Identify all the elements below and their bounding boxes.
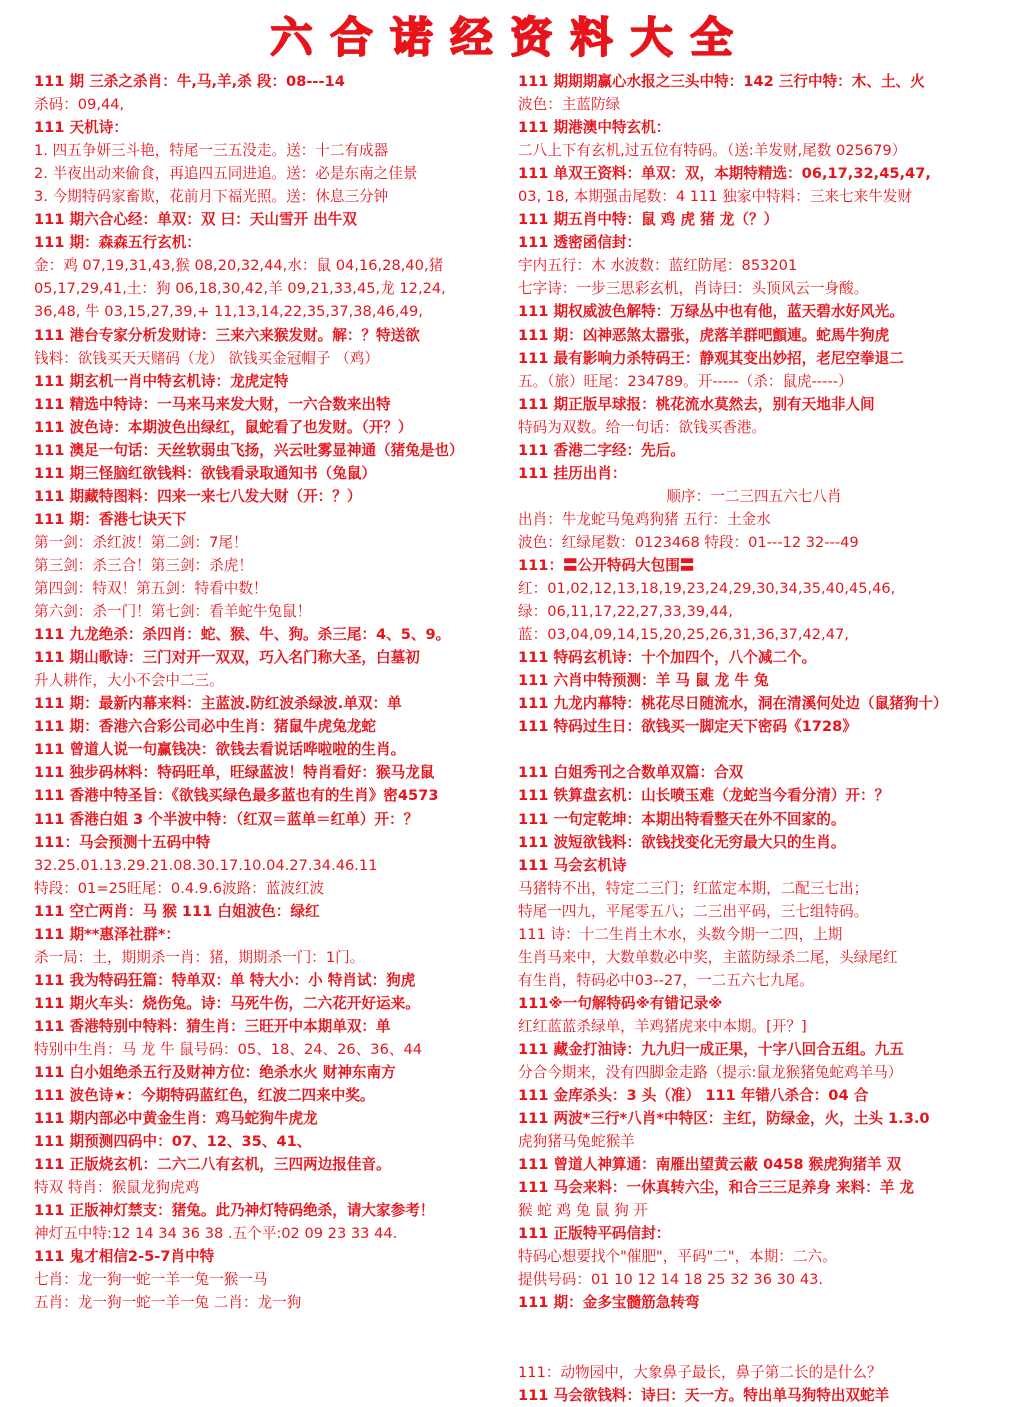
right-column-line: 111 挂历出肖： bbox=[518, 464, 627, 482]
right-column-line bbox=[518, 738, 990, 761]
right-column-line: 111 香港二字经：先后。 bbox=[518, 441, 685, 459]
right-column-line: 111 藏金打油诗：九九归一成正果，十字八回合五组。九五 bbox=[518, 1040, 904, 1058]
left-column-line: 111 正版烧玄机：二六二八有玄机，三四两边报佳音。 bbox=[34, 1156, 391, 1174]
left-column-line: 111 期：最新内幕来料：主蓝波.防红波杀绿波.单双：单 bbox=[34, 695, 402, 713]
right-column bbox=[518, 70, 990, 1404]
right-column-line: 二八上下有玄机,过五位有特码。（送:羊发财,尾数 025679） bbox=[518, 142, 907, 160]
right-column-line: 绿：06,11,17,22,27,33,39,44, bbox=[518, 603, 733, 621]
right-column-line: 111 波短欲钱料：欲钱找变化无穷最大只的生肖。 bbox=[518, 833, 846, 851]
right-column-line: 红红蓝蓝杀绿单，羊鸡猪虎来中本期。[开？] bbox=[518, 1017, 807, 1035]
left-column-line: 特别中生肖：马 龙 牛 鼠号码：05、18、24、26、36、44 bbox=[34, 1040, 423, 1058]
left-column-line: 111 白小姐绝杀五行及财神方位：绝杀水火 财神东南方 bbox=[34, 1064, 396, 1082]
left-column-line: 杀一局：土，期期杀一肖：猪，期期杀一门：1门。 bbox=[34, 948, 365, 966]
right-column-line: 111 金库杀头：3 头（准） 111 年错八杀合：04 合 bbox=[518, 1087, 869, 1105]
left-column-line: 111 期预测四码中：07、12、35、41、 bbox=[34, 1133, 312, 1151]
left-column-line: 111 期火车头：烧伤兔。诗：马死牛伤，二六花开好运来。 bbox=[34, 994, 420, 1012]
left-column-line: 升人耕作，大小不会中二三。 bbox=[34, 672, 224, 690]
left-column-line: 111 期藏特图料：四来一来七八发大财（开：？） bbox=[34, 487, 362, 505]
left-column-line: 钱料：欲钱买天天赌码（龙） 欲钱买金冠帽子 （鸡） bbox=[34, 349, 379, 367]
left-column-line: 111 期：香港七诀天下 bbox=[34, 510, 187, 528]
right-column-line: 111 特码玄机诗：十个加四个，八个减二个。 bbox=[518, 649, 817, 667]
left-column-line: 111 正版神灯禁支：猪兔。此乃神灯特码绝杀，请大家参考！ bbox=[34, 1202, 435, 1220]
right-column-line: 提供号码：01 10 12 14 18 25 32 36 30 43. bbox=[518, 1271, 824, 1289]
right-column-line: 111：〓公开特码大包围〓 bbox=[518, 556, 695, 574]
left-column-line: 第四剑：特双！第五剑：特看中数！ bbox=[34, 580, 268, 598]
left-column-line: 32.25.01.13.29.21.08.30.17.10.04.27.34.46.11 bbox=[34, 856, 378, 874]
left-column-line: 111 期**惠泽社群*： bbox=[34, 925, 181, 943]
left-column-line: 七肖：龙一狗一蛇一羊一兔一猴一马 bbox=[34, 1271, 268, 1289]
right-column-line: 波色：红绿尾数：0123468 特段：01---12 32---49 bbox=[518, 533, 859, 551]
right-column-line: 111 马会欲钱料：诗曰：天一方。特出单马狗特出双蛇羊 bbox=[518, 1386, 890, 1404]
right-column-line: 111 铁算盘玄机：山长喷玉难（龙蛇当今看分清）开：？ bbox=[518, 787, 890, 805]
right-column-line: 特码为双数。给一句话：欲钱买香港。 bbox=[518, 418, 767, 436]
left-column-line: 36,48, 牛 03,15,27,39,+ 11,13,14,22,35,37,38,46,49, bbox=[34, 303, 423, 321]
left-column-line: 五肖：龙一狗一蛇一羊一兔 二肖：龙一狗 bbox=[34, 1294, 302, 1312]
right-column-line: 蓝：03,04,09,14,15,20,25,26,31,36,37,42,47, bbox=[518, 626, 849, 644]
right-column-line: 111 两波*三行*八肖*中特区：主红，防绿金，火，土头 1.3.0 bbox=[518, 1110, 930, 1128]
left-column-line: 第三剑：杀三合！第三剑：杀虎！ bbox=[34, 556, 253, 574]
left-column-line: 111 独步码林料：特码旺单，旺绿蓝波！特肖看好：猴马龙鼠 bbox=[34, 764, 435, 782]
right-column-line: 111 正版特平码信封： bbox=[518, 1225, 671, 1243]
right-column-line: 111 马会玄机诗 bbox=[518, 856, 627, 874]
left-column-line: 111 香港特别中特料：猜生肖：三旺开中本期单双：单 bbox=[34, 1017, 391, 1035]
left-column-line: 第一剑：杀红波！第二剑：7尾！ bbox=[34, 533, 248, 551]
left-column-line: 111 曾道人说一句赢钱决：欲钱去看说话哗啦啦的生肖。 bbox=[34, 741, 406, 759]
left-column-line: 111 期内部必中黄金生肖：鸡马蛇狗牛虎龙 bbox=[34, 1110, 318, 1128]
left-column-line: 111 波色诗：本期波色出绿红，鼠蛇看了也发财。（开？） bbox=[34, 418, 413, 436]
left-column-line: 111 期 三杀之杀肖：牛,马,羊,杀 段：08---14 bbox=[34, 73, 345, 90]
right-column-line: 五。（旅）旺尾：234789。开-----（杀：鼠虎-----） bbox=[518, 372, 853, 390]
right-column-line: 出肖：牛龙蛇马兔鸡狗猪 五行：土金水 bbox=[518, 510, 771, 528]
right-column-line: 111 期：凶神恶煞太嚣张，虎落羊群吧顫連。蛇馬牛狗虎 bbox=[518, 326, 890, 344]
left-column-line: 111 天机诗： bbox=[34, 119, 128, 137]
left-column-line: 神灯五中特:12 14 34 36 38 .五个平:02 09 23 33 44. bbox=[34, 1225, 398, 1243]
right-column-line: 111 期权威波色解特：万绿丛中也有他，蓝天碧水好风光。 bbox=[518, 303, 904, 321]
left-column-line: 111 期三怪脑红欲钱料：欲钱看录取通知书（兔鼠） bbox=[34, 464, 377, 482]
right-column-line: 生肖马来中，大数单数必中奖，主蓝防绿杀二尾，头绿尾红 bbox=[518, 948, 898, 966]
right-column-line: 111 期期期赢心水报之三头中特：142 三行中特：木、土、火 bbox=[518, 73, 925, 90]
right-column-line: 111：动物园中，大象鼻子最长，鼻子第二长的是什么？ bbox=[518, 1363, 882, 1381]
left-column-line: 特段：01=25旺尾：0.4.9.6波路：蓝波红波 bbox=[34, 879, 325, 897]
right-column-line: 111 最有影响力杀特码王：静观其变出妙招，老尼空拳退二 bbox=[518, 349, 904, 367]
left-column-line: 111 香港中特圣旨：《欲钱买绿色最多蓝也有的生肖》密4573 bbox=[34, 787, 439, 805]
right-column-line: 03, 18, 本期强击尾数：4 111 独家中特料：三来七来牛发财 bbox=[518, 188, 912, 206]
right-column-line: 111 透密函信封： bbox=[518, 234, 642, 252]
left-column-line: 05,17,29,41,土：狗 06,18,30,42,羊 09,21,33,45,龙 12,24, bbox=[34, 280, 446, 298]
right-column-line: 111 一句定乾坤：本期出特看整天在外不回家的。 bbox=[518, 810, 846, 828]
right-column-line: 111 白姐秀刊之合数单双篇：合双 bbox=[518, 764, 744, 782]
right-column-line: 分合今期来，没有四脚金走路（提示:鼠龙猴猪兔蛇鸡羊马） bbox=[518, 1064, 903, 1082]
right-column-line: 有生肖，特码必中03--27，一二五六七九尾。 bbox=[518, 971, 814, 989]
left-column-line: 111 我为特码狂篇：特单双：单 特大小：小 特肖试：狗虎 bbox=[34, 971, 416, 989]
right-column-line: 111 单双王资料：单双：双，本期特精选：06,17,32,45,47, bbox=[518, 165, 931, 183]
left-column-line: 111 九龙绝杀：杀四肖：蛇、猴、牛、狗。杀三尾：4、5、9。 bbox=[34, 626, 451, 644]
right-column-line bbox=[518, 1315, 990, 1338]
left-column-line: 杀码：09,44, bbox=[34, 96, 125, 114]
left-column-line: 111 期：香港六合彩公司必中生肖：猪鼠牛虎兔龙蛇 bbox=[34, 718, 377, 736]
left-column-line: 111：马会预测十五码中特 bbox=[34, 833, 211, 851]
right-column-line: 特码心想要找个"催肥"，平码"二"，本期：二六。 bbox=[518, 1248, 837, 1266]
left-column-line: 111 期：森森五行玄机： bbox=[34, 234, 201, 252]
right-column-line: 猴 蛇 鸡 兔 鼠 狗 开 bbox=[518, 1202, 648, 1220]
left-column-line: 111 空亡两肖：马 猴 111 白姐波色：绿红 bbox=[34, 902, 320, 920]
left-column-line: 金：鸡 07,19,31,43,猴 08,20,32,44,水：鼠 04,16,28,40,猪 bbox=[34, 257, 444, 275]
left-column-line: 111 精选中特诗：一马来马来发大财，一六合数来出特 bbox=[34, 395, 391, 413]
right-column-line: 111※一句解特码※有错记录※ bbox=[518, 994, 723, 1012]
left-column-line: 1. 四五争妍三斗艳，特尾一三五没走。送：十二有成器 bbox=[34, 142, 389, 160]
left-column-line: 111 期六合心经：单双：双 曰：天山雪开 出牛双 bbox=[34, 211, 357, 229]
right-column-line: 虎狗猪马兔蛇猴羊 bbox=[518, 1133, 635, 1151]
left-column-line: 111 期山歌诗：三门对开一双双，巧入名门称大圣，白墓初 bbox=[34, 649, 420, 667]
right-column-line: 111 九龙内幕特：桃花尽日随流水，洞在清溪何处边（鼠猪狗十） bbox=[518, 695, 948, 713]
right-column-line: 七字诗：一步三思彩玄机，肖诗曰：头顶风云一身酸。 bbox=[518, 280, 869, 298]
right-column-line: 111 期正版早球报：桃花流水莫然去，别有天地非人间 bbox=[518, 395, 875, 413]
right-column-line: 111 期港澳中特玄机： bbox=[518, 119, 671, 137]
left-column-line: 111 鬼才相信2-5-7肖中特 bbox=[34, 1248, 215, 1266]
right-column-line: 宇内五行：木 水波数：蓝红防尾：853201 bbox=[518, 257, 798, 275]
left-column-line: 特双 特肖：猴鼠龙狗虎鸡 bbox=[34, 1179, 200, 1197]
right-column-line: 红：01,02,12,13,18,19,23,24,29,30,34,35,40,45,46, bbox=[518, 580, 896, 598]
page-title: 六合诺经资料大全 bbox=[270, 13, 751, 62]
left-column bbox=[34, 70, 504, 1385]
right-column-line: 马猪特不出，特定二三门；红蓝定本期，二配三七出； bbox=[518, 879, 869, 897]
right-column-line: 波色：主蓝防绿 bbox=[518, 96, 621, 114]
right-column-line: 111 六肖中特预测：羊 马 鼠 龙 牛 兔 bbox=[518, 672, 769, 690]
left-column-line: 第六剑：杀一门！第七剑：看羊蛇牛兔鼠！ bbox=[34, 603, 312, 621]
left-column-line: 111 期玄机一肖中特玄机诗：龙虎定特 bbox=[34, 372, 289, 390]
right-column-line: 111 曾道人神算通：南雁出望黄云蔽 0458 猴虎狗猪羊 双 bbox=[518, 1156, 902, 1174]
left-column-line: 111 波色诗★：今期特码蓝红色，红波二四来中奖。 bbox=[34, 1087, 375, 1105]
left-column-line: 3. 今期特码家畜欺，花前月下福光照。送：休息三分钟 bbox=[34, 188, 389, 206]
right-column-line: 特尾一四九，平尾零五八；二三出平码，三七组特码。 bbox=[518, 902, 869, 920]
left-column-line: 111 澳足一句话：天丝软弱虫飞扬，兴云吐雾显神通（猪兔是也） bbox=[34, 441, 464, 459]
right-column-line: 111 诗：十二生肖土木水，头数今期一二四，上期 bbox=[518, 925, 843, 943]
right-column-line: 111 期五肖中特：鼠 鸡 虎 猪 龙（？） bbox=[518, 211, 779, 229]
right-column-line: 111 特码过生日：欲钱买一脚定天下密码《1728》 bbox=[518, 718, 857, 736]
left-column-line: 111 香港白姐 3 个半波中特：（红双＝蓝单＝红单）开：？ bbox=[34, 810, 419, 828]
right-column-line: 111 马会来料：一休真转六尘，和合三三足养身 来料：羊 龙 bbox=[518, 1179, 914, 1197]
right-column-line bbox=[518, 1338, 990, 1361]
left-column-line: 2. 半夜出动来偷食，再追四五同进追。送：必是东南之佳景 bbox=[34, 165, 418, 183]
left-column-line: 111 港台专家分析发财诗：三来六来猴发财。解：？特送欲 bbox=[34, 326, 420, 344]
right-column-line: 111 期：金多宝髓筋急转弯 bbox=[518, 1294, 700, 1312]
right-column-line: 顺序：一二三四五六七八肖 bbox=[666, 487, 842, 505]
